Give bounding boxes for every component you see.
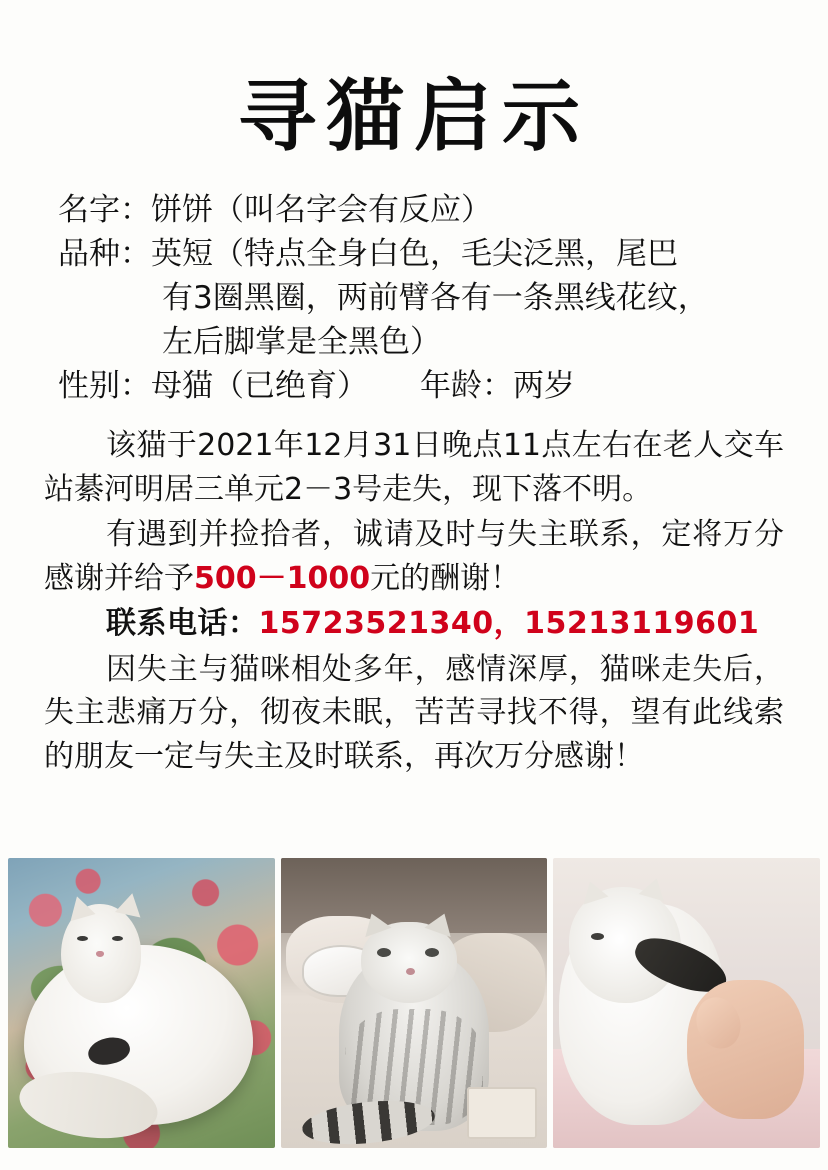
cat-photo-1 — [8, 858, 275, 1148]
info-value-breed-cont2: 左后脚掌是全黑色） — [162, 324, 441, 361]
cat-ear-right — [115, 890, 145, 917]
info-row-gender-age — [58, 364, 770, 408]
cat-eye-right — [425, 948, 439, 957]
info-value-breed-cont1: 有3圈黑圈，两前臂各有一条黑线花纹， — [162, 280, 709, 317]
contact-line — [44, 602, 784, 646]
cat-eye-left — [377, 948, 391, 957]
contact-phone-numbers[interactable]: 15723521340，15213119601 — [258, 606, 760, 642]
info-value-name: 饼饼（叫名字会有反应） — [151, 192, 492, 228]
paragraph-appeal: 因失主与猫咪相处多年，感情深厚，猫咪走失后，失主悲痛万分，彻夜未眠，苦苦寻找不得，望有此线索的朋友一定与失主及时联系，再次万分感谢！ — [44, 651, 784, 774]
cat-striped-tail — [300, 1095, 437, 1148]
photo-strip — [8, 858, 820, 1148]
info-value-breed: 英短（特点全身白色，毛尖泛黑，尾巴 — [151, 236, 678, 273]
cardboard-box — [467, 1087, 536, 1139]
reward-text-before: 有遇到并捡拾者，诚请及时与失主联系，定将万分感谢并给予 — [44, 517, 784, 596]
reward-amount: 500－1000 — [194, 560, 371, 596]
cat-nose — [96, 951, 104, 957]
info-row-name — [58, 188, 770, 232]
info-row-breed-cont1 — [58, 276, 770, 320]
info-row-breed-cont2 — [58, 320, 770, 364]
page-title: 寻猫启示 — [237, 72, 590, 162]
cat-photo-2 — [281, 858, 548, 1148]
info-row-breed — [58, 232, 770, 276]
info-label-gender: 性别： — [58, 368, 151, 405]
info-label-age: 年龄： — [420, 368, 513, 405]
info-label-name: 名字： — [58, 192, 151, 228]
contact-label: 联系电话： — [106, 606, 259, 642]
info-value-age: 两岁 — [513, 368, 575, 405]
paragraph-reward — [44, 513, 784, 600]
poster-body — [0, 408, 828, 778]
cat-photo-3 — [553, 858, 820, 1148]
reward-text-after: 元的酬谢！ — [370, 560, 521, 596]
cat-info-block — [0, 176, 828, 408]
info-label-breed: 品种： — [58, 236, 151, 273]
paragraph-loss-details: 该猫于2021年12月31日晚点11点左右在老人交车站綦河明居三单元2－3号走失，现下落不明。 — [44, 428, 784, 507]
info-value-gender: 母猫（已绝育） — [151, 368, 368, 405]
